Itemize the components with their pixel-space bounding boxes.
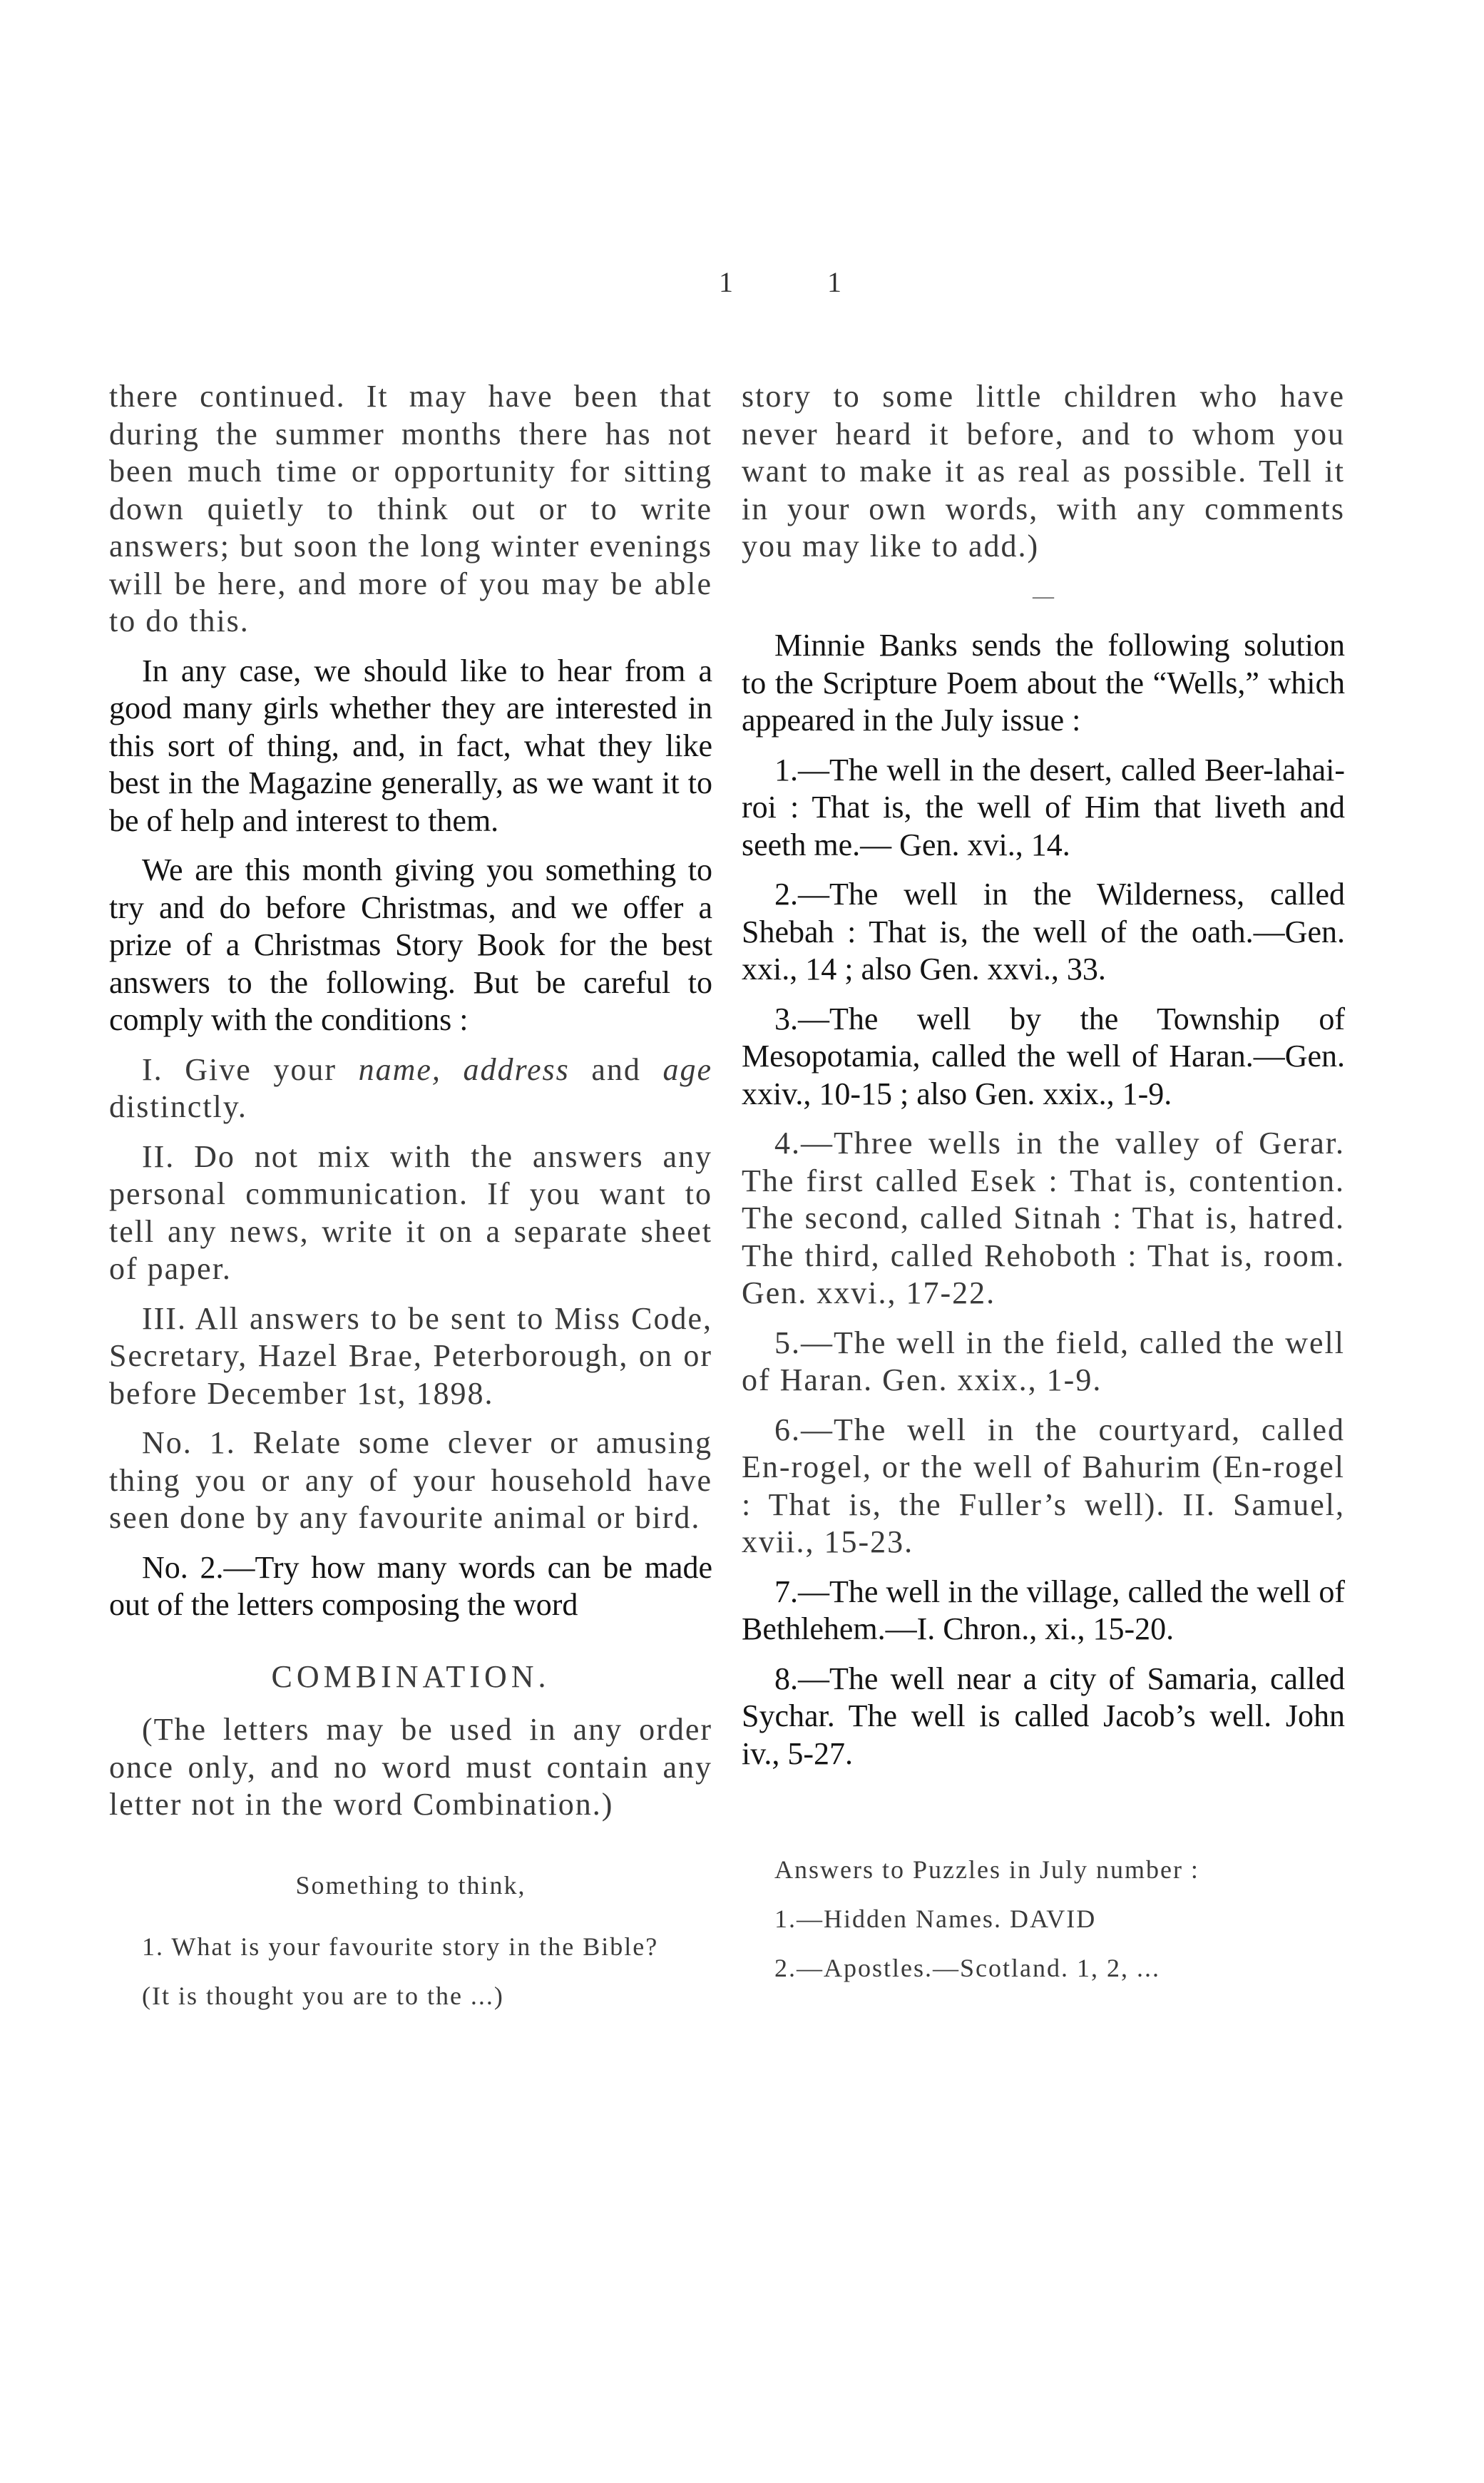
question-no-2: No. 2.—Try how many words can be made out of the letters composing the word	[109, 1549, 712, 1622]
condition-1-suffix: distinctly.	[109, 1089, 247, 1124]
left-column	[109, 378, 712, 2026]
combination-heading: COMBINATION.	[271, 1658, 551, 1694]
well-item-8: 8.—The well near a city of Samaria, called Sychar. The well is called Jacob’s well. John iv., 5-27.	[742, 1661, 1345, 1771]
right-column	[742, 378, 1345, 1999]
condition-2: II. Do not mix with the answers any personal communication. If you want to tell any news, write it on a separate sheet of paper.	[109, 1138, 712, 1286]
well-item-6: 6.—The well in the courtyard, called En-rogel, or the well of Bahurim (En-rogel : That is, the Fuller’s well). II. Samuel, xvii., 15-23.	[742, 1412, 1345, 1559]
well-item-7: 7.—The well in the village, called the well of Bethlehem.—I. Chron., xi., 15-20.	[742, 1574, 1345, 1646]
page-number-right: 1	[827, 266, 841, 298]
combination-note: (The letters may be used in any order once only, and no word must contain any letter not in the word Combination.)	[109, 1712, 712, 1822]
answers-line-1: 1.—Hidden Names. DAVID	[774, 1905, 1097, 1933]
question-bible-story: 1. What is your favourite story in the Bible?	[142, 1932, 659, 1961]
paragraph-story-continued: story to some little children who have never heard it before, and to whom you want to make it as real as possible. Tell it in your own words, with any comments you may like to add.)	[742, 379, 1345, 564]
well-item-1: 1.—The well in the desert, called Beer-lahai-roi : That is, the well of Him that liveth and seeth me.— Gen. xvi., 14.	[742, 752, 1345, 862]
condition-1	[109, 1051, 712, 1126]
condition-1-prefix: I. Give your	[142, 1051, 337, 1087]
condition-1-age: age	[662, 1051, 713, 1087]
condition-1-name-address: name, address	[358, 1051, 570, 1087]
well-item-3: 3.—The well by the Township of Mesopotamia, called the well of Haran.—Gen. xxiv., 10-15 ; also Gen. xxix., 1-9.	[742, 1001, 1345, 1111]
paragraph-solution-intro: Minnie Banks sends the following solution to the Scripture Poem about the “Wells,” which appeared in the July issue :	[742, 628, 1345, 738]
paragraph-continued: there continued. It may have been that during the summer months there has not been much time or opportunity for sitting down quietly to think out or to write answers; but soon the long winter evenings will be here, and more of you may be able to do this.	[109, 379, 712, 638]
well-item-4: 4.—Three wells in the valley of Gerar. The first called Esek : That is, contention. The second, called Sitnah : That is, hatred. The third, called Rehoboth : That is, room. Gen. xxvi., 17-22.	[742, 1126, 1345, 1310]
section-divider: —	[1033, 583, 1054, 608]
answers-heading: Answers to Puzzles in July number :	[774, 1855, 1199, 1884]
paragraph-prize: We are this month giving you something to try and do before Christmas, and we offer a prize of a Christmas Story Book for the best answers to the following. But be careful to comply with the conditions :	[109, 852, 712, 1037]
something-heading: Something to think,	[295, 1870, 526, 1900]
condition-3: III. All answers to be sent to Miss Code, Secretary, Hazel Brae, Peterborough, on or before December 1st, 1898.	[109, 1300, 712, 1411]
well-item-5: 5.—The well in the field, called the well of Haran. Gen. xxix., 1-9.	[742, 1325, 1345, 1397]
condition-1-and: and	[591, 1051, 641, 1087]
answers-block	[742, 1851, 1345, 1987]
page-number-left: 1	[719, 266, 733, 298]
well-item-2: 2.—The well in the Wilderness, called Shebah : That is, the well of the oath.—Gen. xxi., 14 ; also Gen. xxvi., 33.	[742, 877, 1345, 986]
paragraph-interest: In any case, we should like to hear from a good many girls whether they are interested in this sort of thing, and, in fact, what they like best in the Magazine generally, as we want it to be of help and interest to them.	[109, 653, 712, 838]
question-no-1: No. 1. Relate some clever or amusing thing you or any of your household have seen done by any favourite animal or bird.	[109, 1425, 712, 1535]
question-note: (It is thought you are to the ...)	[142, 1982, 504, 2010]
answers-line-2: 2.—Apostles.—Scotland. 1, 2, ...	[774, 1954, 1160, 1982]
